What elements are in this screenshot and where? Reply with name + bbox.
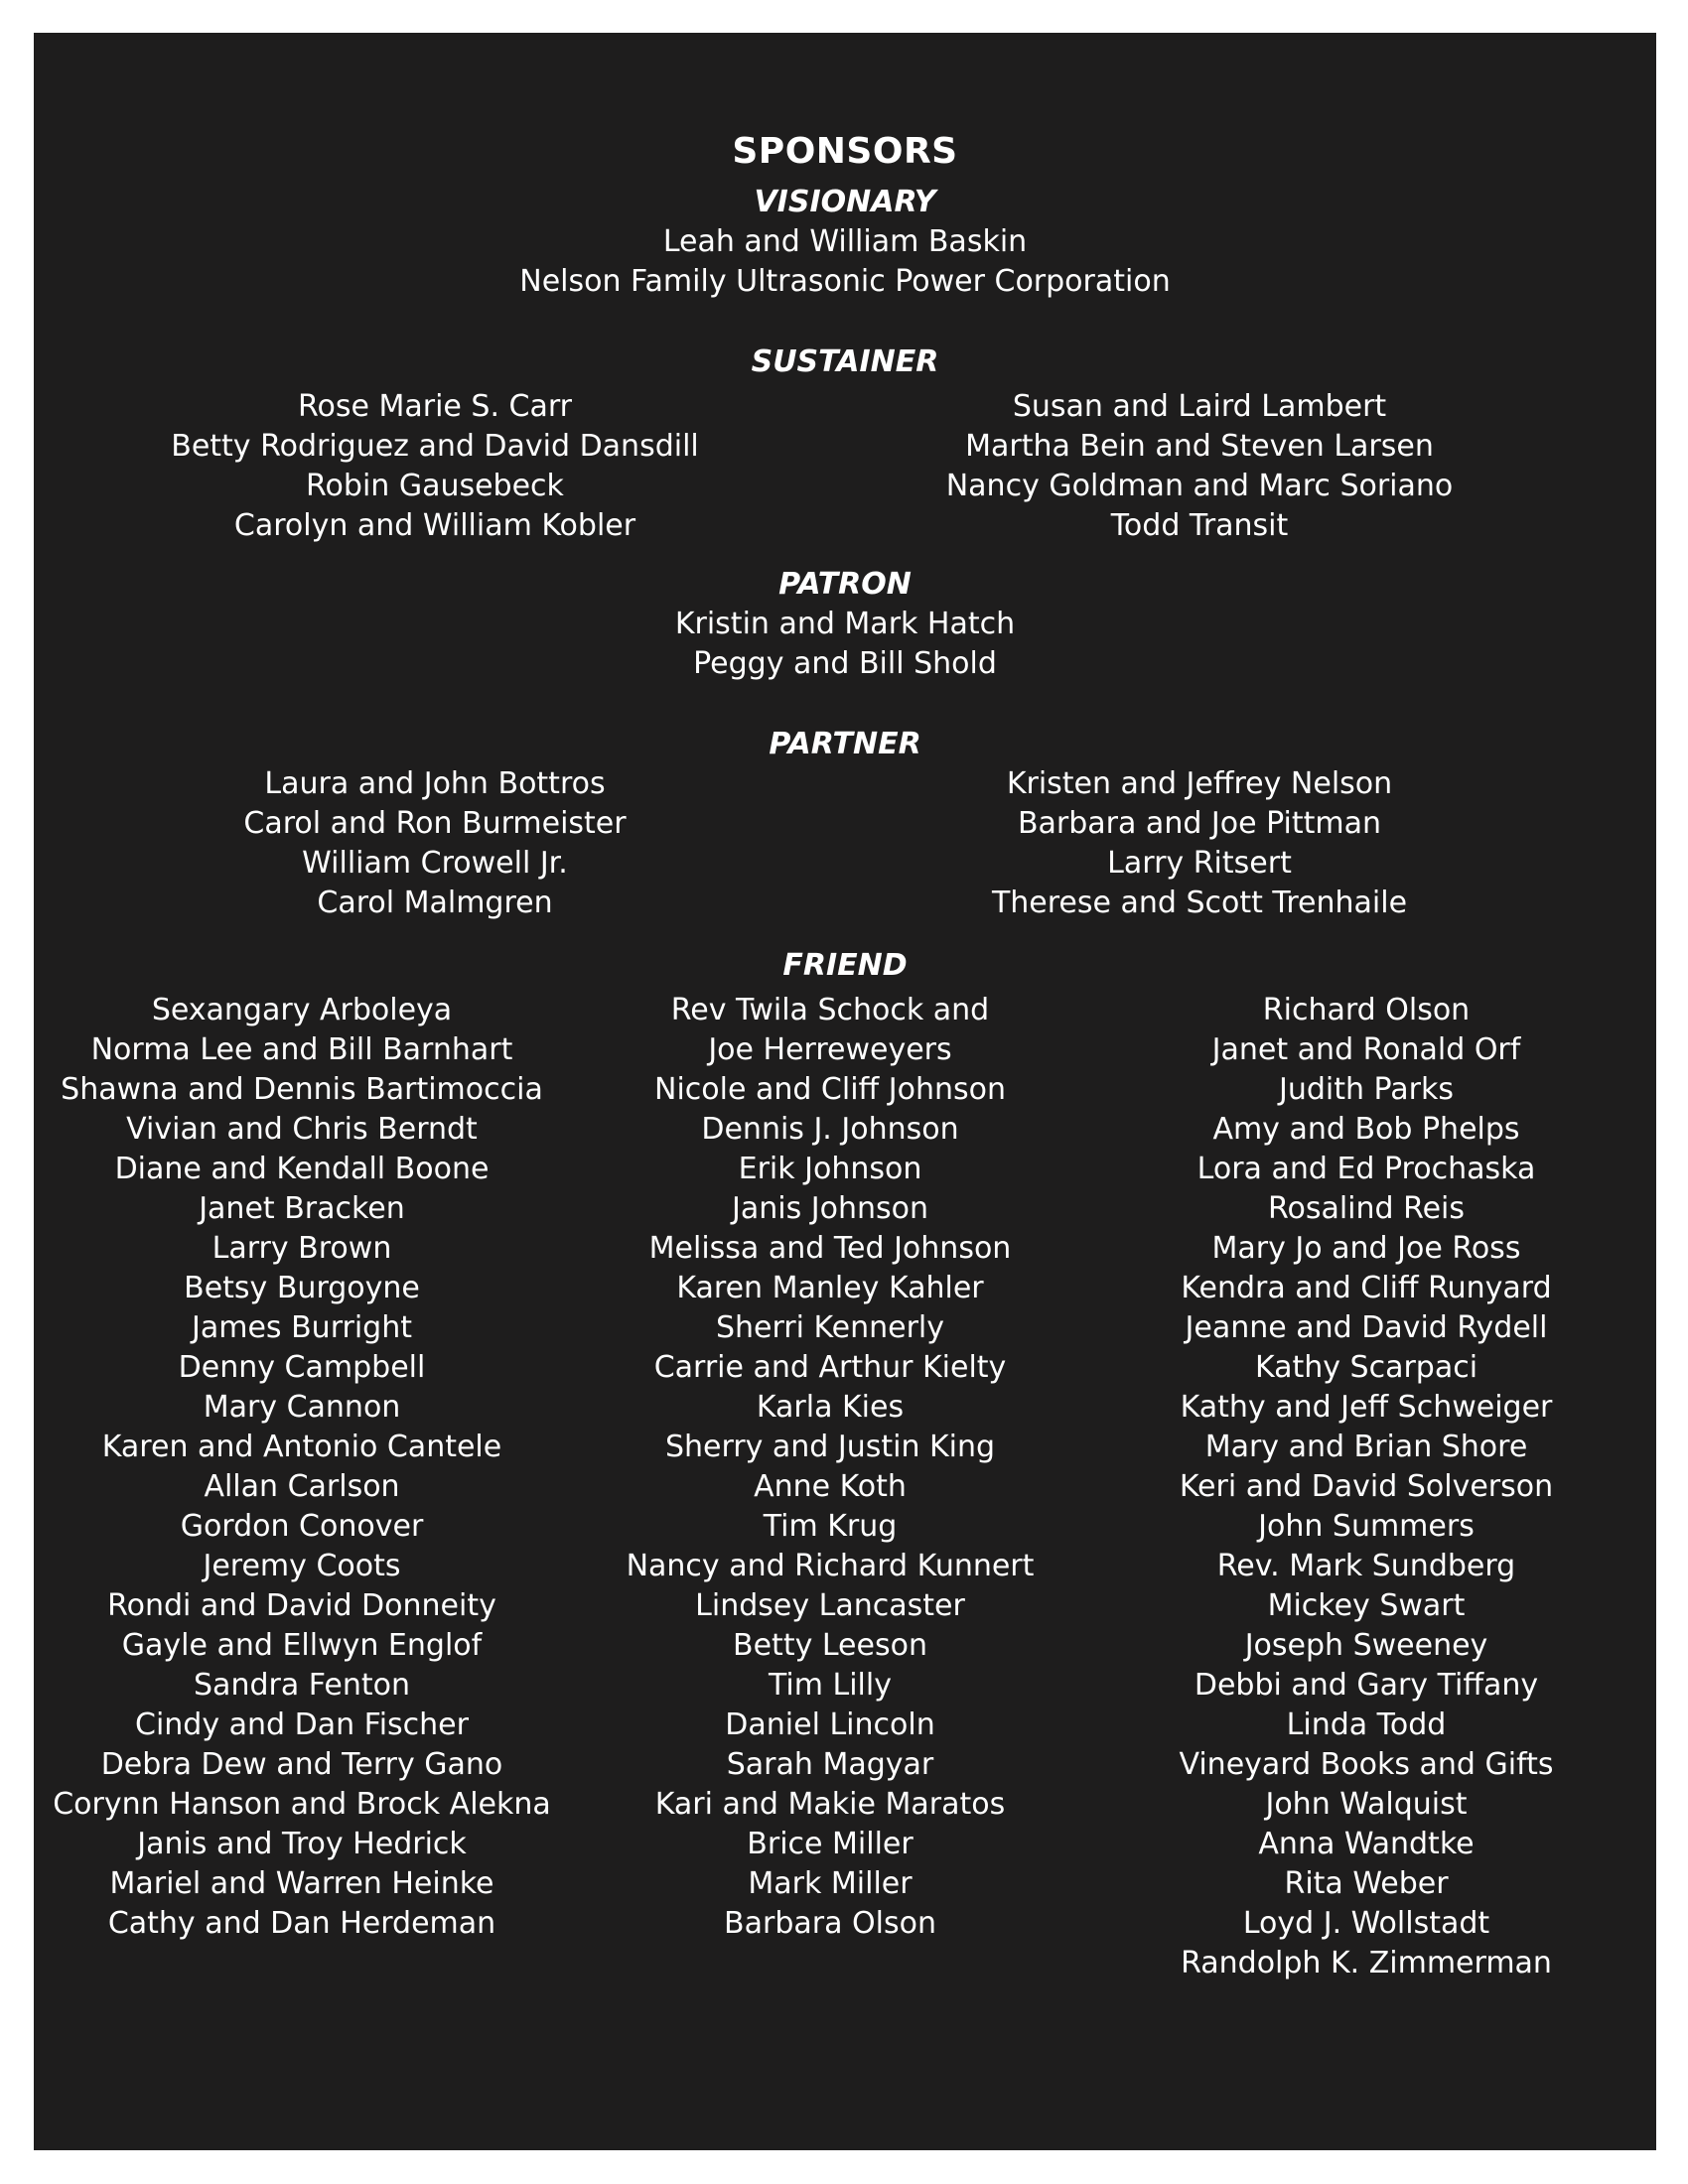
sponsor-name: Anna Wandtke <box>1258 1827 1475 1861</box>
sponsor-name: Kari and Makie Maratos <box>654 1787 1006 1822</box>
partner-list-left <box>137 764 733 923</box>
sponsor-name: Vivian and Chris Berndt <box>126 1112 478 1147</box>
sponsor-name: Kathy and Jeff Schweiger <box>1180 1390 1553 1425</box>
sponsor-name: Rondi and David Donneity <box>107 1588 496 1623</box>
sponsor-name: Karen and Antonio Cantele <box>101 1430 502 1464</box>
sponsor-name: Kathy Scarpaci <box>1254 1350 1478 1385</box>
sponsors-panel <box>34 33 1656 2150</box>
sponsor-name: Kristin and Mark Hatch <box>674 607 1016 641</box>
sponsor-name: Erik Johnson <box>738 1152 922 1186</box>
sponsor-name: Larry Ritsert <box>1107 846 1292 881</box>
sponsor-name: Rose Marie S. Carr <box>298 389 572 424</box>
sponsor-name: Judith Parks <box>1278 1072 1454 1107</box>
sponsor-name: Joseph Sweeney <box>1244 1628 1488 1663</box>
sponsor-name: Randolph K. Zimmerman <box>1181 1946 1552 1980</box>
sponsor-name: Rev. Mark Sundberg <box>1216 1549 1516 1583</box>
visionary-heading: VISIONARY <box>754 185 936 219</box>
sponsor-name: Allan Carlson <box>204 1469 400 1504</box>
sponsor-name: Gordon Conover <box>180 1509 424 1544</box>
sponsor-name: Sherri Kennerly <box>715 1310 945 1345</box>
sponsor-name: Shawna and Dennis Bartimoccia <box>61 1072 543 1107</box>
sponsor-name: Susan and Laird Lambert <box>1012 389 1387 424</box>
friend-list-col3 <box>1098 991 1634 1983</box>
sponsor-name: Janis Johnson <box>732 1191 928 1226</box>
sponsor-name: Therese and Scott Trenhaile <box>991 886 1408 920</box>
sponsor-name: Debra Dew and Terry Gano <box>100 1747 503 1782</box>
sponsor-name: Nancy Goldman and Marc Soriano <box>945 469 1454 503</box>
partner-heading: PARTNER <box>769 727 921 761</box>
sponsor-name: James Burright <box>192 1310 412 1345</box>
sponsor-name: Karla Kies <box>756 1390 905 1425</box>
sponsor-name: Loyd J. Wollstadt <box>1242 1906 1490 1941</box>
sponsor-name: Brice Miller <box>747 1827 914 1861</box>
page-title: SPONSORS <box>732 131 958 172</box>
sponsor-name: Kristen and Jeffrey Nelson <box>1006 766 1393 801</box>
sponsor-name: Jeanne and David Rydell <box>1185 1310 1548 1345</box>
sponsor-name: Leah and William Baskin <box>662 224 1028 259</box>
sponsor-name: Kendra and Cliff Runyard <box>1181 1271 1552 1305</box>
sponsor-name: Betsy Burgoyne <box>184 1271 420 1305</box>
sponsor-name: Mariel and Warren Heinke <box>109 1866 494 1901</box>
sustainer-list-right <box>884 387 1515 546</box>
sponsor-name: Sandra Fenton <box>194 1668 410 1703</box>
sponsor-name: Martha Bein and Steven Larsen <box>965 429 1434 464</box>
sponsor-name: Denny Campbell <box>178 1350 426 1385</box>
sponsor-name: Jeremy Coots <box>203 1549 401 1583</box>
sponsor-name: Cindy and Dan Fischer <box>135 1707 469 1742</box>
sponsor-name: Richard Olson <box>1262 993 1471 1027</box>
sponsor-name: Anne Koth <box>754 1469 907 1504</box>
sponsor-name: Norma Lee and Bill Barnhart <box>90 1032 513 1067</box>
sponsor-name: Sherry and Justin King <box>664 1430 996 1464</box>
sponsor-name: Sexangary Arboleya <box>151 993 453 1027</box>
patron-heading: PATRON <box>778 567 912 602</box>
sponsor-name: Karen Manley Kahler <box>676 1271 984 1305</box>
sponsor-name: Joe Herreweyers <box>708 1032 952 1067</box>
sponsor-name: Vineyard Books and Gifts <box>1179 1747 1554 1782</box>
sponsor-name: Janet and Ronald Orf <box>1211 1032 1521 1067</box>
sponsor-name: Laura and John Bottros <box>264 766 606 801</box>
sponsor-name: Keri and David Solverson <box>1179 1469 1554 1504</box>
sponsor-name: Linda Todd <box>1286 1707 1447 1742</box>
friend-list-col1 <box>34 991 570 1944</box>
sponsor-name: Rosalind Reis <box>1267 1191 1466 1226</box>
sustainer-list-left <box>137 387 733 546</box>
sponsor-name: Mary and Brian Shore <box>1204 1430 1528 1464</box>
sponsor-name: Amy and Bob Phelps <box>1212 1112 1520 1147</box>
sponsor-name: Barbara and Joe Pittman <box>1017 806 1382 841</box>
sponsor-name: Janis and Troy Hedrick <box>137 1827 467 1861</box>
sponsor-name: Mary Jo and Joe Ross <box>1211 1231 1521 1266</box>
sponsor-name: Cathy and Dan Herdeman <box>107 1906 496 1941</box>
sponsor-name: Peggy and Bill Shold <box>693 646 997 681</box>
sponsor-name: Diane and Kendall Boone <box>114 1152 490 1186</box>
sponsor-name: Nicole and Cliff Johnson <box>654 1072 1006 1107</box>
sponsor-name: Janet Bracken <box>199 1191 405 1226</box>
sponsor-name: Barbara Olson <box>724 1906 936 1941</box>
sponsor-name: Tim Krug <box>763 1509 898 1544</box>
sponsor-name: Carolyn and William Kobler <box>233 508 636 543</box>
sponsor-name: Dennis J. Johnson <box>701 1112 959 1147</box>
sponsor-name: Lora and Ed Prochaska <box>1196 1152 1536 1186</box>
sponsor-name: John Summers <box>1258 1509 1475 1544</box>
sponsor-name: Todd Transit <box>1110 508 1289 543</box>
sponsor-name: Robin Gausebeck <box>306 469 564 503</box>
sponsor-name: Larry Brown <box>211 1231 392 1266</box>
partner-list-right <box>884 764 1515 923</box>
sponsor-name: William Crowell Jr. <box>302 846 568 881</box>
sponsor-name: Betty Leeson <box>733 1628 927 1663</box>
visionary-list <box>34 222 1656 302</box>
friend-list-col2 <box>582 991 1078 1944</box>
sponsor-name: Corynn Hanson and Brock Alekna <box>53 1787 551 1822</box>
sponsor-name: Melissa and Ted Johnson <box>648 1231 1012 1266</box>
sponsor-name: Carrie and Arthur Kielty <box>653 1350 1007 1385</box>
sponsor-name: Daniel Lincoln <box>725 1707 935 1742</box>
sponsor-name: Lindsey Lancaster <box>695 1588 965 1623</box>
sponsor-name: Rev Twila Schock and <box>670 993 990 1027</box>
sponsor-name: Gayle and Ellwyn Englof <box>121 1628 483 1663</box>
sponsor-name: Debbi and Gary Tiffany <box>1194 1668 1539 1703</box>
sponsor-name: Betty Rodriguez and David Dansdill <box>171 429 699 464</box>
sponsor-name: Mickey Swart <box>1267 1588 1466 1623</box>
sponsor-name: Sarah Magyar <box>726 1747 934 1782</box>
sponsor-name: Carol Malmgren <box>317 886 553 920</box>
sponsor-name: Mark Miller <box>748 1866 913 1901</box>
patron-list <box>34 605 1656 684</box>
sponsor-name: Nelson Family Ultrasonic Power Corporation <box>519 264 1171 299</box>
sponsor-name: Rita Weber <box>1284 1866 1449 1901</box>
sponsor-name: John Walquist <box>1265 1787 1468 1822</box>
sponsor-name: Carol and Ron Burmeister <box>243 806 627 841</box>
sustainer-heading: SUSTAINER <box>751 344 939 379</box>
friend-heading: FRIEND <box>782 948 908 983</box>
sponsor-name: Nancy and Richard Kunnert <box>626 1549 1035 1583</box>
sponsor-name: Tim Lilly <box>769 1668 892 1703</box>
sponsor-name: Mary Cannon <box>203 1390 401 1425</box>
